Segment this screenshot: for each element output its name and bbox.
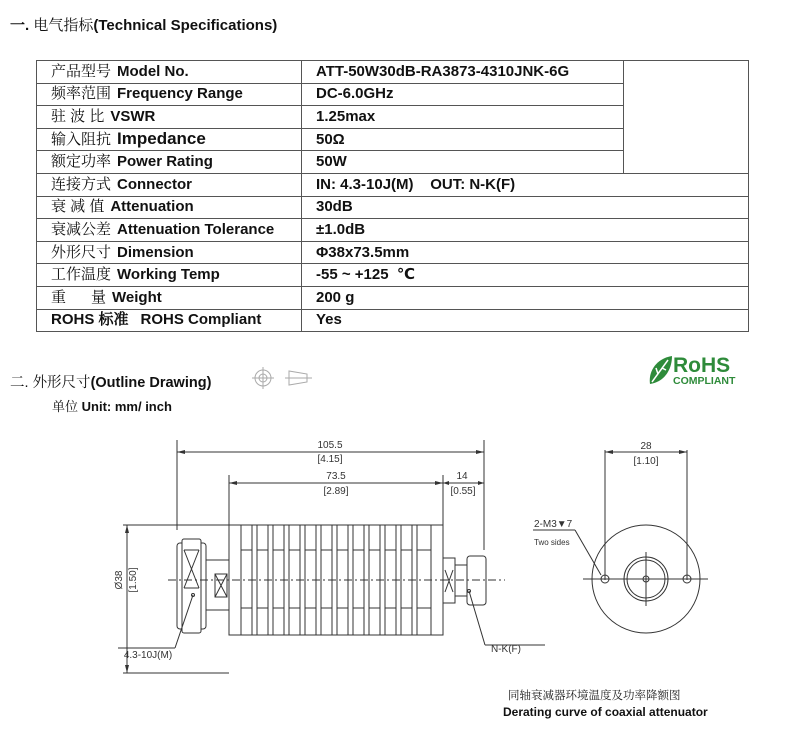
spec-value: IN: 4.3-10J(M) OUT: N-K(F) xyxy=(302,173,749,196)
spec-value: DC-6.0GHz xyxy=(302,83,624,106)
section-prefix: 一. xyxy=(10,17,30,34)
table-row xyxy=(37,219,749,242)
caption-en: Derating curve of coaxial attenuator xyxy=(503,705,708,719)
spec-label: 产品型号 Model No. xyxy=(37,61,302,84)
rohs-leaf-icon xyxy=(646,352,746,388)
caption-cn: 同轴衰减器环境温度及功率降额图 xyxy=(508,690,681,702)
spec-value: 50Ω xyxy=(302,128,624,151)
spec-table xyxy=(36,60,749,332)
table-row xyxy=(37,264,749,287)
holes-note-two-sides: Two sides xyxy=(534,538,570,547)
spec-label: 驻 波 比 VSWR xyxy=(37,106,302,129)
section-title-technical-specifications xyxy=(10,14,277,35)
spec-label: 工作温度 Working Temp xyxy=(37,264,302,287)
table-row xyxy=(37,309,749,332)
spec-label: 连接方式 Connector xyxy=(37,173,302,196)
spec-value: 30dB xyxy=(302,196,749,219)
projection-symbol-icon xyxy=(252,366,312,390)
table-row xyxy=(37,286,749,309)
spec-label: ROHS 标准 ROHS Compliant xyxy=(37,309,302,332)
section-title-en: (Outline Drawing) xyxy=(90,375,212,391)
section-title-cn: 电气指标 xyxy=(33,17,94,34)
spec-value: 50W xyxy=(302,151,624,174)
spec-value: Yes xyxy=(302,309,749,332)
spec-label: 外形尺寸 Dimension xyxy=(37,241,302,264)
input-connector-label: 4.3-10J(M) xyxy=(123,650,173,661)
spec-label: 衰 减 值 Attenuation xyxy=(37,196,302,219)
table-row xyxy=(37,196,749,219)
section-title-cn: 外形尺寸 xyxy=(32,375,91,391)
spec-value: Φ38x73.5mm xyxy=(302,241,749,264)
rohs-title: RoHS xyxy=(673,354,731,377)
section-title-outline-drawing xyxy=(10,371,211,392)
spec-value: 1.25max xyxy=(302,106,624,129)
dim-hole-spacing: 28 xyxy=(640,441,652,452)
dim-body-length-in: [2.89] xyxy=(323,486,349,497)
dim-diameter-in: [1.50] xyxy=(128,567,139,593)
spec-value: -55 ~ +125 ℃ xyxy=(302,264,749,287)
dim-body-length: 73.5 xyxy=(326,471,346,482)
section-title-en: (Technical Specifications) xyxy=(93,17,278,34)
spec-label: 频率范围 Frequency Range xyxy=(37,83,302,106)
dim-overall-length-in: [4.15] xyxy=(317,454,343,465)
dim-hole-spacing-in: [1.10] xyxy=(633,456,659,467)
spec-label: 额定功率 Power Rating xyxy=(37,151,302,174)
rohs-badge xyxy=(646,352,746,393)
table-row xyxy=(37,241,749,264)
blank-cell xyxy=(624,61,749,174)
outline-drawing xyxy=(0,430,803,680)
dim-diameter: Ø38 xyxy=(114,570,125,590)
unit-label: 单位 Unit: mm/ inch xyxy=(52,399,172,414)
section-prefix: 二. xyxy=(10,375,29,391)
dim-overall-length: 105.5 xyxy=(317,440,343,451)
rohs-subtitle: COMPLIANT xyxy=(673,375,736,387)
table-row xyxy=(37,61,749,84)
dim-connector-length: 14 xyxy=(456,471,468,482)
dim-connector-length-in: [0.55] xyxy=(450,486,476,497)
spec-value: ±1.0dB xyxy=(302,219,749,242)
table-row xyxy=(37,173,749,196)
spec-value: ATT-50W30dB-RA3873-4310JNK-6G xyxy=(302,61,624,84)
spec-value: 200 g xyxy=(302,286,749,309)
holes-note: 2-M3▼7 xyxy=(534,519,573,530)
spec-label: 输入阻抗 Impedance xyxy=(37,128,302,151)
output-connector-label: N-K(F) xyxy=(491,644,521,655)
spec-label: 衰减公差 Attenuation Tolerance xyxy=(37,219,302,242)
spec-label: 重 量 Weight xyxy=(37,286,302,309)
